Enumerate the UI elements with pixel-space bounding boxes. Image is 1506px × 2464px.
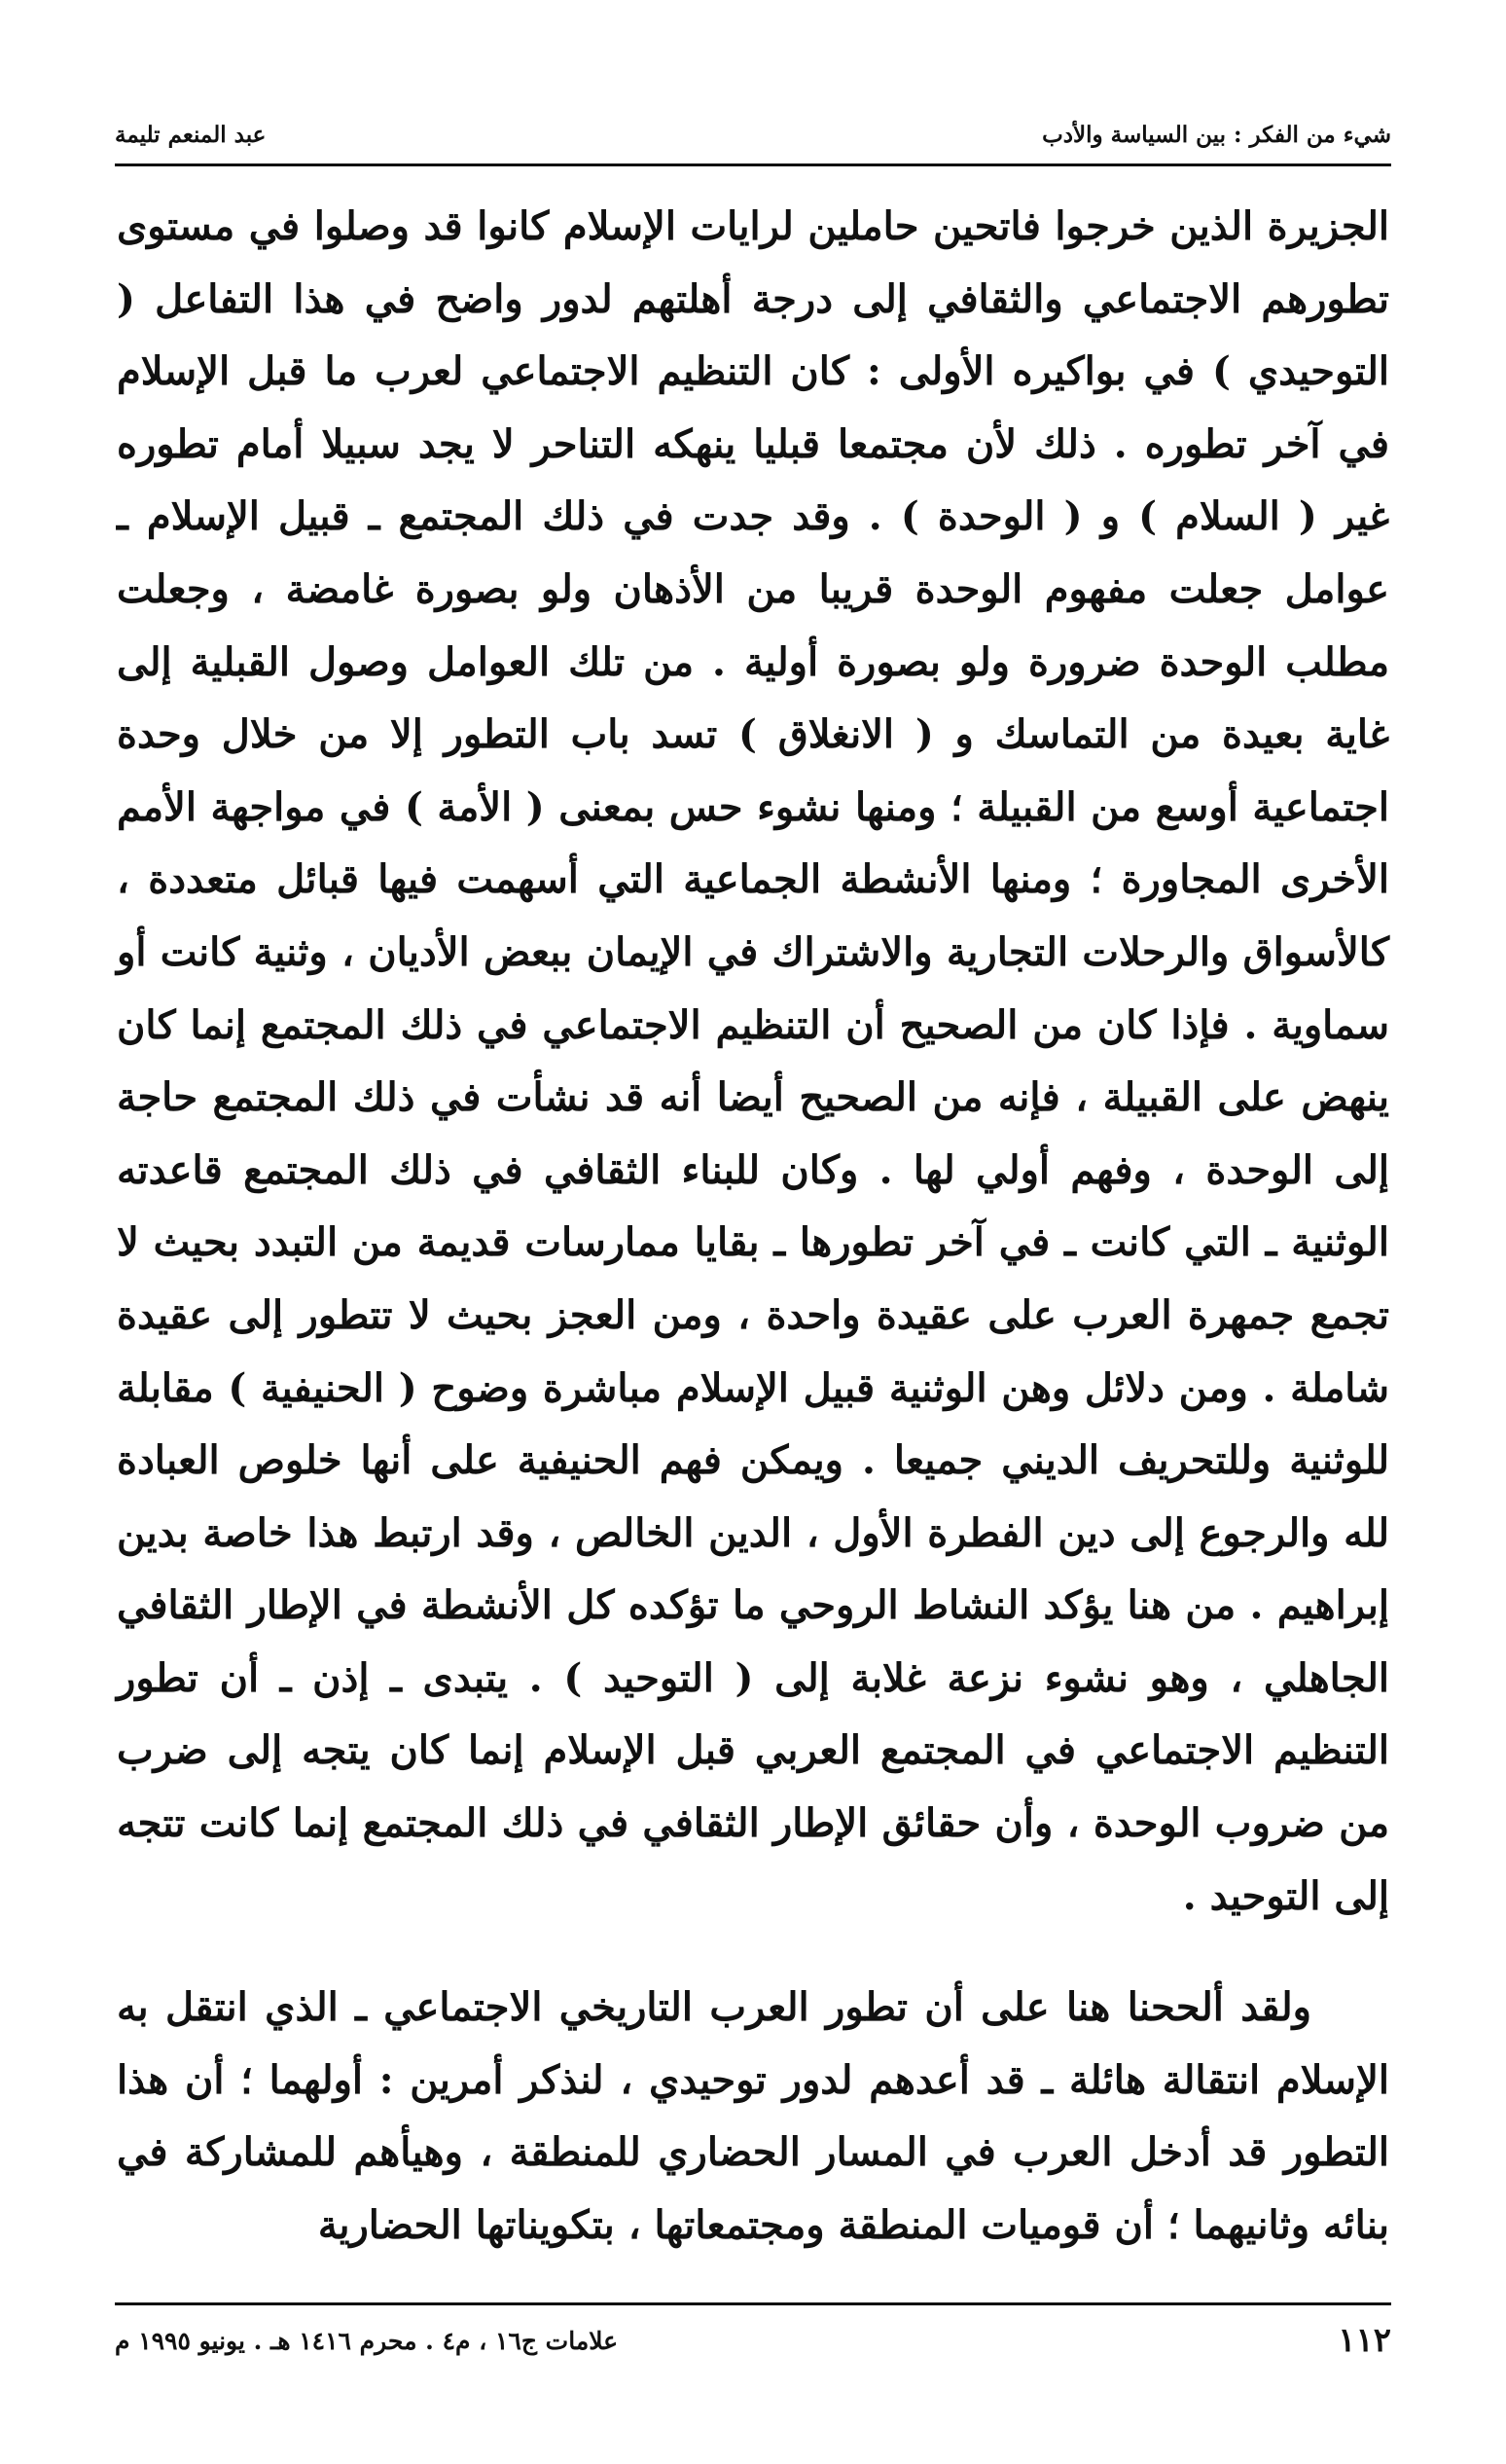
header-rule — [115, 163, 1391, 166]
footer-rule — [115, 2302, 1391, 2305]
paragraph: ولقد ألححنا هنا على أن تطور العرب التاريخي الاجتماعي ـ الذي انتقل به الإسلام انتقالة هائلة ـ قد أعدهم لدور توحيدي ، لنذكر أمرين : أولهما ؛ أن هذا التطور قد أدخل العرب في المسار الحضاري للمنطقة ، وهيأهم للمشاركة في بنائه وثانيهما ؛ أن قوميات المنطقة ومجتمعاتها ، بتكويناتها الحضارية — [117, 1984, 1389, 2249]
book-title: شيء من الفكر : بين السياسة والأدب — [1042, 122, 1391, 148]
page-number: ١١٢ — [1338, 2321, 1391, 2360]
author-name: عبد المنعم تليمة — [115, 122, 267, 148]
running-header — [115, 115, 1391, 156]
journal-citation: علامات ج١٦ ، م٤ . محرم ١٤١٦ هـ . يونيو ١٩٩٥ م — [115, 2327, 619, 2355]
body-text — [117, 191, 1389, 2263]
page-footer — [115, 2316, 1391, 2365]
paragraph: الجزيرة الذين خرجوا فاتحين حاملين لرايات الإسلام كانوا قد وصلوا في مستوى تطورهم الاجتماعي والثقافي إلى درجة أهلتهم لدور واضح في هذا التفاعل ( التوحيدي ) في بواكيره الأولى : كان التنظيم الاجتماعي لعرب ما قبل الإسلام في آخر تطوره . ذلك لأن مجتمعا قبليا ينهكه التناحر لا يجد سبيلا أمام تطوره غير ( السلام ) و ( الوحدة ) . وقد جدت في ذلك المجتمع ـ قبيل الإسلام ـ عوامل جعلت مفهوم الوحدة قريبا من الأذهان ولو بصورة غامضة ، وجعلت مطلب الوحدة ضرورة ولو بصورة أولية . من تلك العوامل وصول القبلية إلى غاية بعيدة من التماسك و ( الانغلاق ) تسد باب التطور إلا من خلال وحدة اجتماعية أوسع من القبيلة ؛ ومنها نشوء حس بمعنى ( الأمة ) في مواجهة الأمم الأخرى المجاورة ؛ ومنها الأنشطة الجماعية التي أسهمت فيها قبائل متعددة ، كالأسواق والرحلات التجارية والاشتراك في الإيمان ببعض الأديان ، وثنية كانت أو سماوية . فإذا كان من الصحيح أن التنظيم الاجتماعي في ذلك المجتمع إنما كان ينهض على القبيلة ، فإنه من الصحيح أيضا أنه قد نشأت في ذلك المجتمع حاجة إلى الوحدة ، وفهم أولي لها . وكان للبناء الثقافي في ذلك المجتمع قاعدته الوثنية ـ التي كانت ـ في آخر تطورها ـ بقايا ممارسات قديمة من التبدد بحيث لا تجمع جمهرة العرب على عقيدة واحدة ، ومن العجز بحيث لا تتطور إلى عقيدة شاملة . ومن دلائل وهن الوثنية قبيل الإسلام مباشرة وضوح ( الحنيفية ) مقابلة للوثنية وللتحريف الديني جميعا . ويمكن فهم الحنيفية على أنها خلوص العبادة لله والرجوع إلى دين الفطرة الأول ، الدين الخالص ، وقد ارتبط هذا خاصة بدين إبراهيم . من هنا يؤكد النشاط الروحي ما تؤكده كل الأنشطة في الإطار الثقافي الجاهلي ، وهو نشوء نزعة غلابة إلى ( التوحيد ) . يتبدى ـ إذن ـ أن تطور التنظيم الاجتماعي في المجتمع العربي قبل الإسلام إنما كان يتجه إلى ضرب من ضروب الوحدة ، وأن حقائق الإطار الثقافي في ذلك المجتمع إنما كانت تتجه إلى التوحيد . — [117, 203, 1389, 1919]
